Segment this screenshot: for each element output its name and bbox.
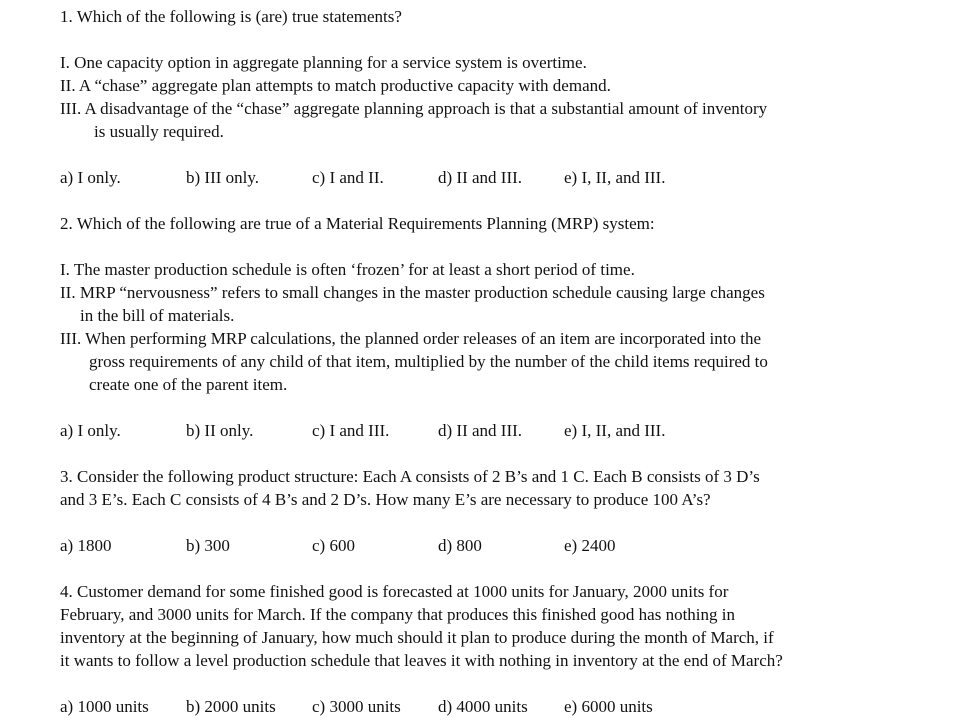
q3-option-c: c) 600 [312, 536, 355, 555]
q1-statement-2: II. A “chase” aggregate plan attempts to match productive capacity with demand. [60, 76, 611, 95]
q2-statement-2-cont: in the bill of materials. [80, 306, 235, 325]
q1-statement-3-cont: is usually required. [94, 122, 224, 141]
q1-option-a: a) I only. [60, 168, 121, 187]
q2-statement-3: III. When performing MRP calculations, the planned order releases of an item are incorporated into the [60, 329, 762, 348]
q2-option-b: b) II only. [186, 421, 254, 440]
q3-option-a: a) 1800 [60, 536, 112, 555]
q3-stem-line-2: and 3 E’s. Each C consists of 4 B’s and 2 D’s. How many E’s are necessary to produce 100 A’s? [60, 490, 711, 509]
q1-stem: 1. Which of the following is (are) true statements? [60, 7, 402, 26]
q3-option-e: e) 2400 [564, 536, 616, 555]
q4-stem-line-1: 4. Customer demand for some finished good is forecasted at 1000 units for January, 2000 units for [60, 582, 729, 601]
q4-option-b: b) 2000 units [186, 697, 276, 716]
q3-option-b: b) 300 [186, 536, 230, 555]
q2-stem: 2. Which of the following are true of a Material Requirements Planning (MRP) system: [60, 214, 655, 233]
q2-statement-2: II. MRP “nervousness” refers to small changes in the master production schedule causing large changes [60, 283, 765, 302]
q2-statement-3-cont-2: create one of the parent item. [89, 375, 288, 394]
q1-option-d: d) II and III. [438, 168, 523, 187]
q4-stem-line-4: it wants to follow a level production schedule that leaves it with nothing in inventory at the end of March? [60, 651, 783, 670]
q3-stem-line-1: 3. Consider the following product structure: Each A consists of 2 B’s and 1 C. Each B consists of 3 D’s [60, 467, 760, 486]
q4-option-d: d) 4000 units [438, 697, 528, 716]
q1-option-c: c) I and II. [312, 168, 384, 187]
q4-stem-line-2: February, and 3000 units for March. If the company that produces this finished good has nothing in [60, 605, 735, 624]
q1-statement-3: III. A disadvantage of the “chase” aggregate planning approach is that a substantial amount of inventory [60, 99, 768, 118]
q1-option-b: b) III only. [186, 168, 260, 187]
q2-statement-3-cont-1: gross requirements of any child of that item, multiplied by the number of the child items required to [89, 352, 768, 371]
q4-stem-line-3: inventory at the beginning of January, how much should it plan to produce during the month of March, if [60, 628, 774, 647]
q2-option-a: a) I only. [60, 421, 121, 440]
q2-option-e: e) I, II, and III. [564, 421, 666, 440]
q4-option-e: e) 6000 units [564, 697, 653, 716]
q1-statement-1: I. One capacity option in aggregate planning for a service system is overtime. [60, 53, 587, 72]
q2-statement-1: I. The master production schedule is often ‘frozen’ for at least a short period of time. [60, 260, 635, 279]
q4-option-a: a) 1000 units [60, 697, 149, 716]
q4-option-c: c) 3000 units [312, 697, 401, 716]
q2-option-c: c) I and III. [312, 421, 390, 440]
q3-option-d: d) 800 [438, 536, 482, 555]
q2-option-d: d) II and III. [438, 421, 523, 440]
q1-option-e: e) I, II, and III. [564, 168, 666, 187]
